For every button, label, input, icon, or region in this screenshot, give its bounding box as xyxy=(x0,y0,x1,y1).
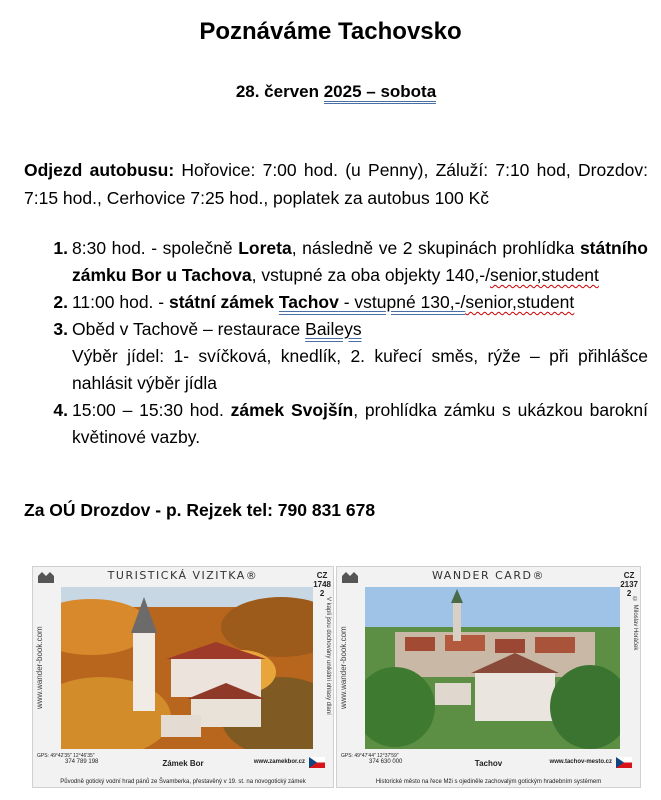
card-description: Historické město na řece Mži s ojediněle zachovalým gotickým hradebním systémem xyxy=(375,779,602,785)
card-side-note: V kapli jsou dochovány unikátní ohlasy dlaní xyxy=(325,597,331,715)
card-web: www.tachov-mesto.cz xyxy=(549,759,612,765)
departure-label: Odjezd autobusu: xyxy=(24,160,175,180)
castle-bor-photo xyxy=(61,587,313,749)
card-name: Zámek Bor xyxy=(162,759,204,768)
card-gps: GPS: 49°47'44" 12°37'59" xyxy=(341,753,399,759)
castle-icon xyxy=(341,571,359,583)
castle-icon xyxy=(37,571,55,583)
card-number: CZ 2137 2 xyxy=(620,571,638,598)
item-number: 3. xyxy=(53,319,68,339)
item-text: 11:00 hod. - státní zámek Tachov - vstupné 130,-/senior,student xyxy=(72,292,575,312)
list-item xyxy=(24,316,648,397)
page-title: Poznáváme Tachovsko xyxy=(199,18,462,45)
program-list xyxy=(24,235,648,451)
tourist-card-tachov xyxy=(336,566,641,788)
departure-text: Hořovice: 7:00 hod. (u Penny), Záluží: 7:10 hod, Drozdov: 7:15 hod., Cerhovice 7:25 hod., poplatek za autobus 100 Kč xyxy=(24,160,648,208)
list-item xyxy=(24,397,648,451)
card-name: Tachov xyxy=(474,759,503,768)
czech-flag-icon xyxy=(616,757,632,768)
card-side-url: www.wander-book.com xyxy=(35,626,44,710)
list-item xyxy=(24,235,648,289)
departure-info xyxy=(24,156,648,212)
card-header: WANDER CARD® xyxy=(432,569,545,582)
item-text: Oběd v Tachově – restaurace Baileys Výběr jídel: 1- svíčková, knedlík, 2. kuřecí směs, rýže – při přihlášce nahlásit výběr jídla xyxy=(72,319,648,393)
card-description: Původně gotický vodní hrad pánů ze Švamberka, přestavěný v 19. st. na novogotický zámek xyxy=(60,779,306,785)
contact-line: Za OÚ Drozdov - p. Rejzek tel: 790 831 678 xyxy=(24,500,376,520)
item-number: 4. xyxy=(53,400,68,420)
card-side-url: www.wander-book.com xyxy=(339,626,348,710)
card-phone: 374 630 000 xyxy=(369,759,403,765)
card-number: CZ 1748 2 xyxy=(313,571,331,598)
item-number: 1. xyxy=(53,238,68,258)
trip-date xyxy=(0,82,661,102)
list-item xyxy=(24,289,648,316)
card-web: www.zamekbor.cz xyxy=(253,759,305,765)
date-day: 28. červen xyxy=(235,82,324,101)
card-footer xyxy=(341,751,636,785)
card-phone: 374 789 198 xyxy=(65,759,99,765)
item-number: 2. xyxy=(53,292,68,312)
tachov-town-photo xyxy=(365,587,620,749)
card-gps: GPS: 49°42'35" 12°46'35" xyxy=(37,753,95,759)
tourist-card-bor xyxy=(32,566,334,788)
item-text: 15:00 – 15:30 hod. zámek Svojšín, prohlídka zámku s ukázkou barokní květinové vazby. xyxy=(72,400,648,447)
card-header: TURISTICKÁ VIZITKA® xyxy=(107,569,259,582)
card-side-note: © Miloslav Horáček xyxy=(632,597,638,651)
czech-flag-icon xyxy=(309,757,325,768)
card-footer xyxy=(37,751,329,785)
item-text: 8:30 hod. - společně Loreta, následně ve 2 skupinách prohlídka státního zámku Bor u Tachova, vstupné za oba objekty 140,-/senior,student xyxy=(72,238,648,285)
date-year-day: 2025 – sobota xyxy=(324,82,436,104)
